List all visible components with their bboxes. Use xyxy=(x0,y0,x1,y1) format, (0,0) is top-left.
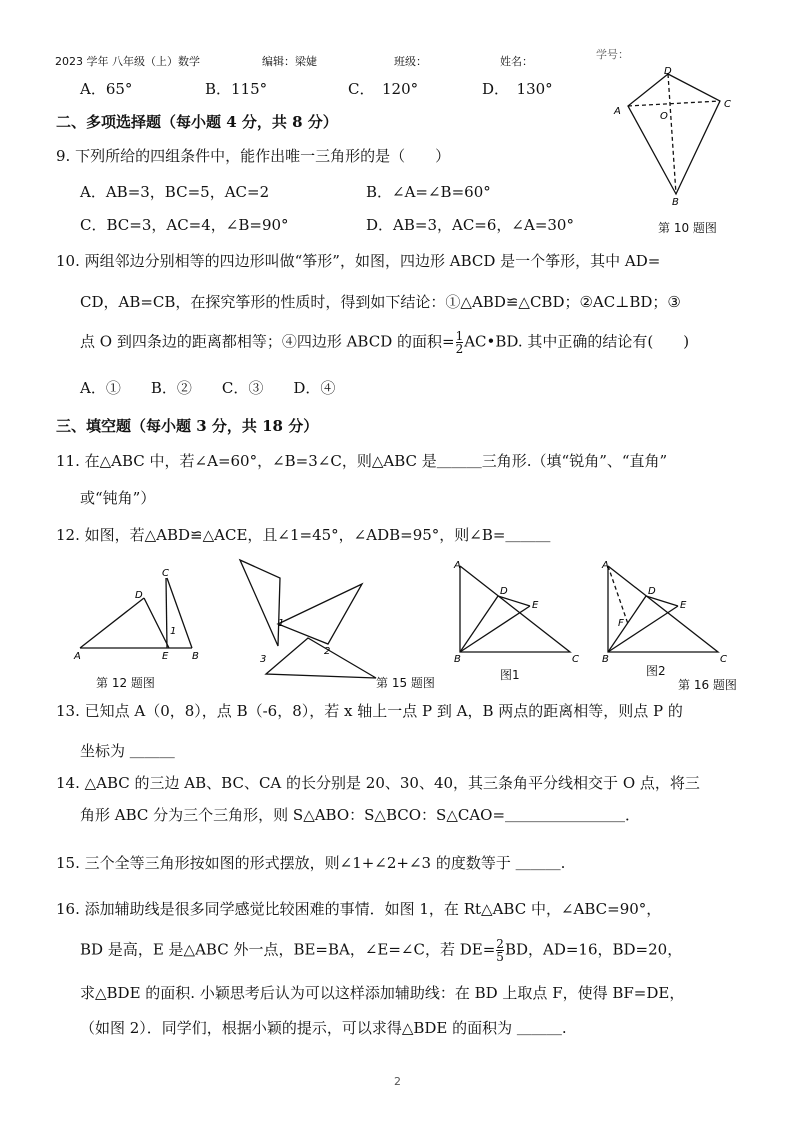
fig16-2-label-b: B xyxy=(602,654,609,665)
q16-fraction xyxy=(496,938,504,963)
q8-option-a: A．65° xyxy=(80,80,133,98)
fig16-1-label-b: B xyxy=(454,654,461,665)
q16-fraction-denominator: 5 xyxy=(496,950,504,964)
fig15-caption: 第 15 题图 xyxy=(376,676,435,690)
fig12-diagram xyxy=(72,570,212,660)
fig16-2-label-c: C xyxy=(720,654,727,665)
fig12-caption: 第 12 题图 xyxy=(96,676,155,690)
fig10-kite-diagram xyxy=(608,66,748,206)
fig16-caption: 第 16 题图 xyxy=(678,678,737,692)
q10-options: A．① B．② C．③ D．④ xyxy=(80,379,336,397)
fig12-label-a: A xyxy=(74,651,81,662)
fig16-1-label-d: D xyxy=(500,586,508,597)
header-year-subject: 2023 学年 八年级（上）数学 xyxy=(55,55,200,68)
q9-option-b: B．∠A=∠B=60° xyxy=(366,183,491,201)
fig12-label-b: B xyxy=(192,651,199,662)
q16-line-1: 16. 添加辅助线是很多同学感觉比较困难的事情．如图 1，在 Rt△ABC 中，∠ABC=90°， xyxy=(56,900,662,918)
q16-fraction-numerator: 2 xyxy=(496,937,504,951)
fig12-label-e: E xyxy=(162,651,169,662)
fig10-label-c: C xyxy=(724,99,731,110)
fig10-label-a: A xyxy=(614,106,621,117)
q10-line-2: CD，AB=CB，在探究筝形的性质时，得到如下结论：①△ABD≌△CBD；②AC⊥BD；③ xyxy=(80,293,681,311)
q9-option-a: A．AB=3，BC=5，AC=2 xyxy=(80,183,270,201)
q13-line-1: 13. 已知点 A（0，8），点 B（-6，8），若 x 轴上一点 P 到 A，B 两点的距离相等，则点 P 的 xyxy=(56,702,683,720)
q16-line-4: （如图 2）．同学们，根据小颖的提示，可以求得△BDE 的面积为 ＿＿＿. xyxy=(80,1019,567,1037)
q9-stem: 9. 下列所给的四组条件中，能作出唯一三角形的是（ ） xyxy=(56,147,451,165)
header-editor: 编辑：梁婕 xyxy=(262,55,317,68)
fig16-sub2-caption: 图2 xyxy=(646,664,666,678)
q10-line-3 xyxy=(80,330,689,355)
q11-line-2: 或“钝角”） xyxy=(80,489,156,507)
q12-line-1: 12. 如图，若△ABD≌△ACE，且∠1=45°，∠ADB=95°，则∠B=＿＿＿ xyxy=(56,526,551,544)
q8-option-c: C． 120° xyxy=(348,80,419,98)
fig16-2-label-a: A xyxy=(602,560,609,571)
q15-line-1: 15. 三个全等三角形按如图的形式摆放，则∠1+∠2+∠3 的度数等于 ＿＿＿. xyxy=(56,854,566,872)
q16-line-2-post: BD，AD=16，BD=20， xyxy=(504,940,683,959)
fig12-label-1: 1 xyxy=(170,626,177,637)
section-3-title: 三、填空题（每小题 3 分，共 18 分） xyxy=(56,417,319,435)
q8-option-b: B．115° xyxy=(205,80,268,98)
fig15-label-3: 3 xyxy=(260,654,267,665)
q10-fraction-denominator: 2 xyxy=(455,342,464,356)
fig16-1-label-e: E xyxy=(532,600,539,611)
fig10-label-b: B xyxy=(672,197,679,208)
fig16-1-label-a: A xyxy=(454,560,461,571)
fig12-label-c: C xyxy=(162,568,169,579)
fig16-2-label-d: D xyxy=(648,586,656,597)
fig10-label-o: O xyxy=(660,111,668,122)
header-id-label: 学号： xyxy=(596,48,629,61)
fig10-caption: 第 10 题图 xyxy=(658,221,717,235)
q10-line-1: 10. 两组邻边分别相等的四边形叫做“筝形”，如图，四边形 ABCD 是一个筝形，其中 AD= xyxy=(56,252,661,270)
q13-line-2: 坐标为 ＿＿＿ xyxy=(80,742,175,760)
header-name-label: 姓名： xyxy=(500,55,533,68)
fig10-label-d: D xyxy=(664,66,672,77)
q11-line-1: 11. 在△ABC 中，若∠A=60°，∠B=3∠C，则△ABC 是＿＿＿三角形.（填“锐角”、“直角” xyxy=(56,452,668,470)
fig12-label-d: D xyxy=(135,590,143,601)
q9-option-d: D．AB=3，AC=6，∠A=30° xyxy=(366,216,574,234)
fig16-figure-2 xyxy=(600,560,730,665)
q10-fraction-numerator: 1 xyxy=(455,329,464,343)
q10-line-3-post: AC•BD. 其中正确的结论有( ) xyxy=(464,332,690,351)
q10-fraction xyxy=(456,330,464,355)
q16-line-2 xyxy=(80,938,682,963)
fig15-label-1: 1 xyxy=(278,618,285,629)
fig16-1-label-c: C xyxy=(572,654,579,665)
fig15-diagram xyxy=(236,556,376,681)
fig16-2-label-e: E xyxy=(680,600,687,611)
q14-line-2: 角形 ABC 分为三个三角形，则 S△ABO：S△BCO：S△CAO=＿＿＿＿＿＿＿＿． xyxy=(80,806,641,824)
fig16-2-label-f: F xyxy=(618,618,624,629)
q16-line-3: 求△BDE 的面积. 小颖思考后认为可以这样添加辅助线：在 BD 上取点 F，使得 BF=DE， xyxy=(80,984,685,1002)
section-2-title: 二、多项选择题（每小题 4 分，共 8 分） xyxy=(56,113,338,131)
q8-option-d: D． 130° xyxy=(482,80,553,98)
header-class-label: 班级： xyxy=(394,55,427,68)
q16-line-2-pre: BD 是高，E 是△ABC 外一点，BE=BA，∠E=∠C，若 DE= xyxy=(80,940,496,959)
q14-line-1: 14. △ABC 的三边 AB、BC、CA 的长分别是 20、30、40，其三条角平分线相交于 O 点，将三 xyxy=(56,774,700,792)
q10-line-3-pre: 点 O 到四条边的距离都相等；④四边形 ABCD 的面积= xyxy=(80,332,455,351)
q9-option-c: C．BC=3，AC=4，∠B=90° xyxy=(80,216,289,234)
fig15-label-2: 2 xyxy=(324,646,331,657)
page-number: 2 xyxy=(394,1075,401,1088)
fig16-sub1-caption: 图1 xyxy=(500,668,520,682)
fig16-figure-1 xyxy=(452,560,582,665)
